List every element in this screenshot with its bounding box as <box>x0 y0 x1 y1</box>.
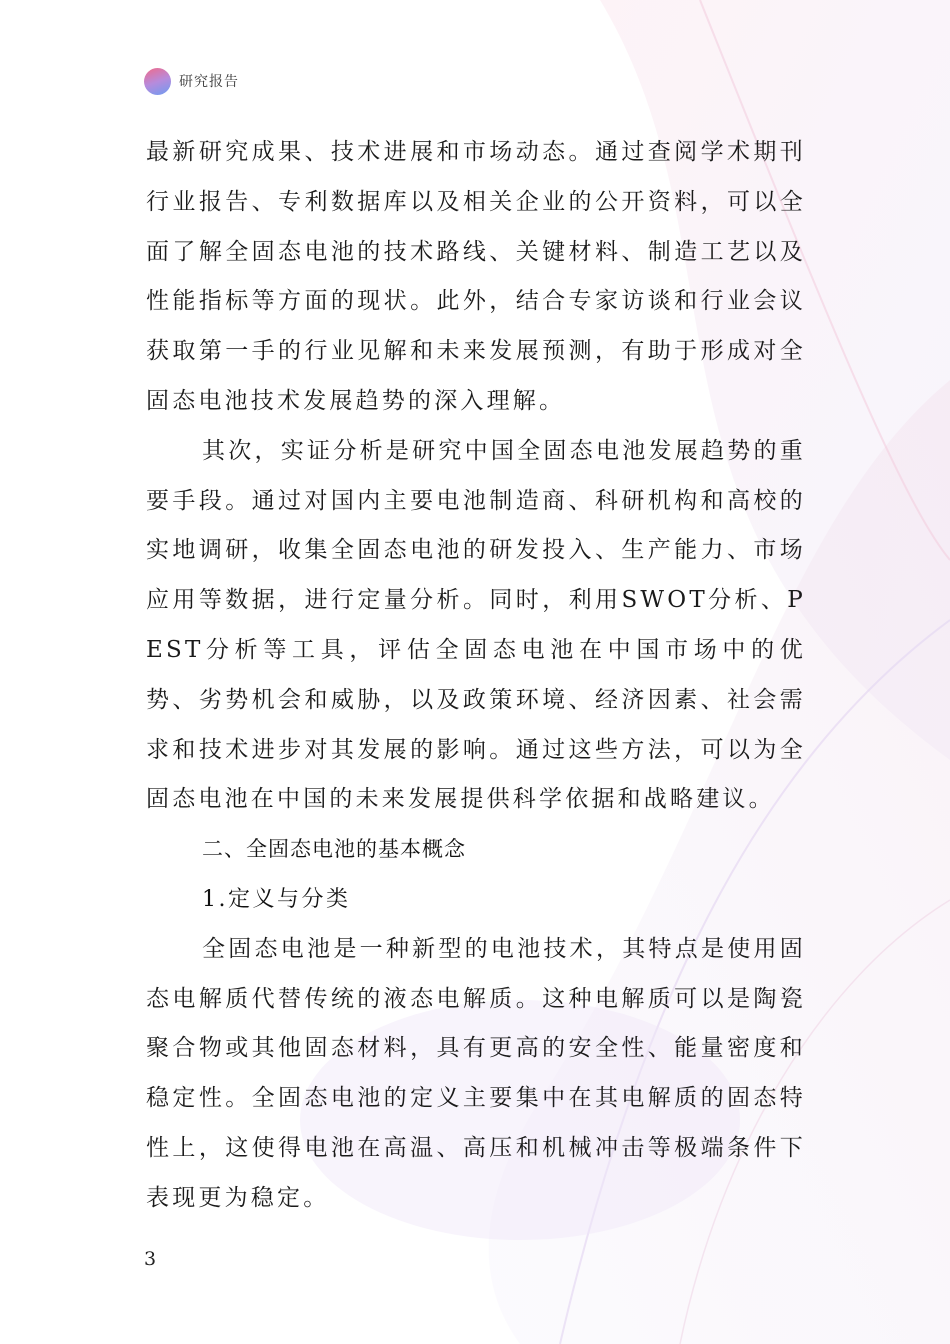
body-paragraph-3: 全固态电池是一种新型的电池技术，其特点是使用固态电解质代替传统的液态电解质。这种电解质可以是陶瓷聚合物或其他固态材料，具有更高的安全性、能量密度和稳定性。全固态电池的定义主要集中在其电解质的固态特性上，这使得电池在高温、高压和机械冲击等极端条件下表现更为稳定。 <box>146 935 806 1211</box>
page-header <box>144 66 239 96</box>
body-paragraph-1: 最新研究成果、技术进展和市场动态。通过查阅学术期刊行业报告、专利数据库以及相关企业的公开资料，可以全面了解全固态电池的技术路线、关键材料、制造工艺以及性能指标等方面的现状。此外，结合专家访谈和行业会议获取第一手的行业见解和未来发展预测，有助于形成对全固态电池技术发展趋势的深入理解。 <box>146 139 806 414</box>
logo-icon <box>144 68 171 95</box>
document-body <box>146 128 806 1224</box>
page-number: 3 <box>144 1248 157 1270</box>
header-title: 研究报告 <box>179 74 239 90</box>
subsection-heading: 1.定义与分类 <box>202 886 351 912</box>
body-paragraph-2: 其次，实证分析是研究中国全固态电池发展趋势的重要手段。通过对国内主要电池制造商、科研机构和高校的实地调研，收集全固态电池的研发投入、生产能力、市场应用等数据，进行定量分析。同时，利用SWOT分析、PEST分析等工具，评估全固态电池在中国市场中的优势、劣势机会和威胁，以及政策环境、经济因素、社会需求和技术进步对其发展的影响。通过这些方法，可以为全固态电池在中国的未来发展提供科学依据和战略建议。 <box>146 437 806 813</box>
section-heading: 二、全固态电池的基本概念 <box>202 837 466 862</box>
